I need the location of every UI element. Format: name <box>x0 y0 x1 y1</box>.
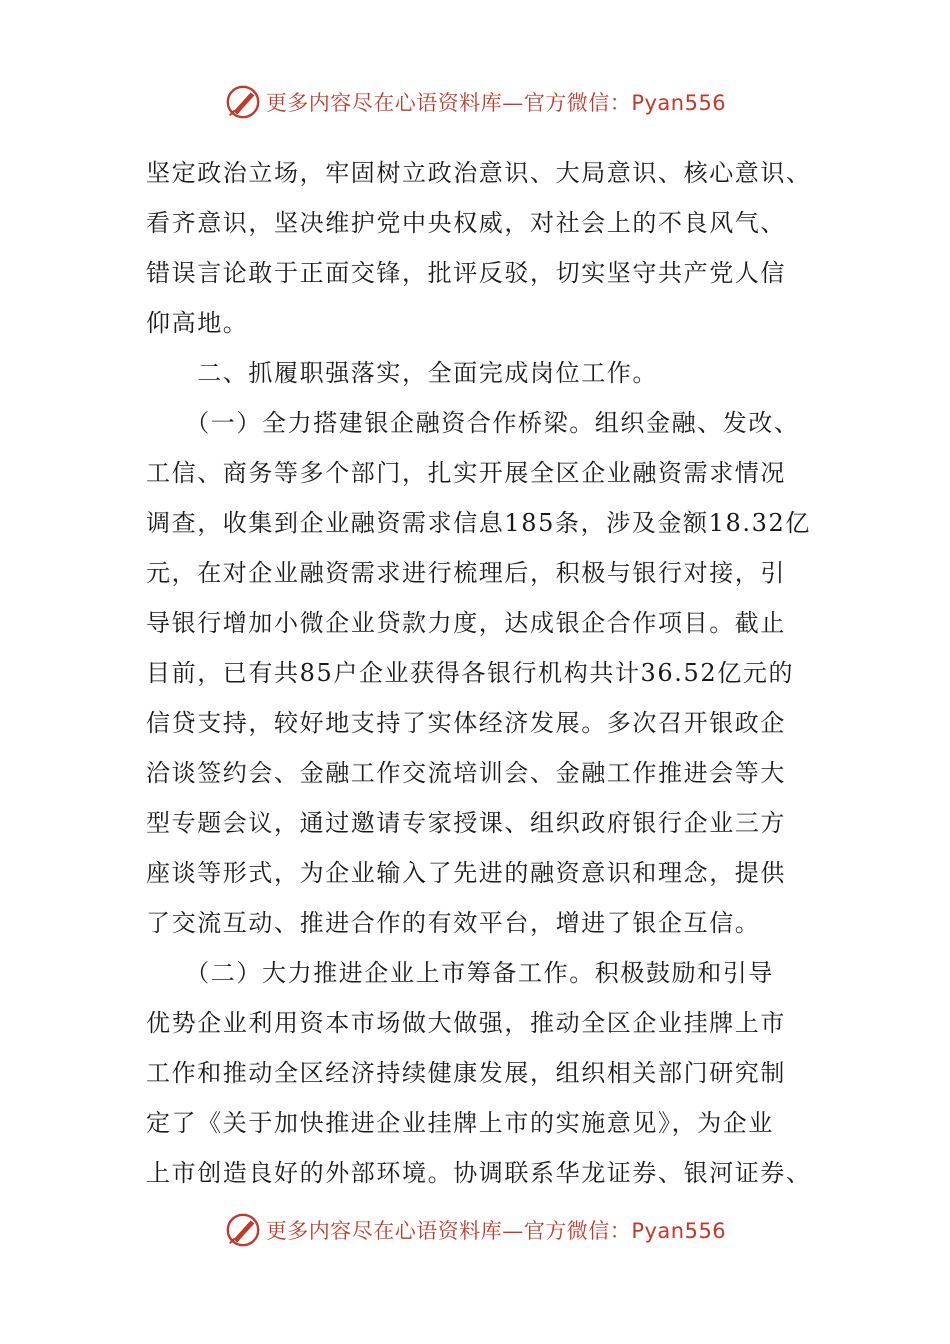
text-line: 了交流互动、推进合作的有效平台，增进了银企互信。 <box>146 909 761 937</box>
text-line: 座谈等形式，为企业输入了先进的融资意识和理念，提供 <box>146 859 786 887</box>
text-line: 看齐意识，坚决维护党中央权威，对社会上的不良风气、 <box>146 209 786 237</box>
banner-official-text: 官方微信： <box>523 91 632 115</box>
pen-logo-icon <box>224 1211 262 1249</box>
banner-text <box>266 1215 726 1245</box>
text-line: 工信、商务等多个部门，扎实开展全区企业融资需求情况 <box>146 459 786 487</box>
text-line: 坚定政治立场，牢固树立政治意识、大局意识、核心意识、 <box>146 159 812 187</box>
text-line: 信贷支持，较好地支持了实体经济发展。多次召开银政企 <box>146 709 786 737</box>
text-line: 工作和推动全区经济持续健康发展，组织相关部门研究制 <box>146 1059 786 1087</box>
banner-main-text: 更多内容尽在心语资料库— <box>265 1219 524 1243</box>
text-line: 型专题会议，通过邀请专家授课、组织政府银行企业三方 <box>146 809 786 837</box>
text-line: 二、抓履职强落实，全面完成岗位工作。 <box>146 359 658 387</box>
banner-text <box>266 87 726 117</box>
pen-logo-icon <box>224 83 262 121</box>
banner-main-text: 更多内容尽在心语资料库— <box>265 91 524 115</box>
document-body <box>146 148 812 1198</box>
text-line: 目前，已有共85户企业获得各银行机构共计36.52亿元的 <box>146 659 795 687</box>
text-line: 调查，收集到企业融资需求信息185条，涉及金额18.32亿 <box>146 509 811 537</box>
header-banner <box>0 82 950 122</box>
text-line: 上市创造良好的外部环境。协调联系华龙证券、银河证券、 <box>146 1159 812 1187</box>
text-line: 导银行增加小微企业贷款力度，达成银企合作项目。截止 <box>146 609 786 637</box>
banner-wechat-id: Pyan556 <box>631 91 727 115</box>
text-line: 优势企业利用资本市场做大做强，推动全区企业挂牌上市 <box>146 1009 786 1037</box>
banner-wechat-id: Pyan556 <box>631 1219 727 1243</box>
text-line: 仰高地。 <box>146 309 249 337</box>
text-line: 错误言论敢于正面交锋，批评反驳，切实坚守共产党人信 <box>146 259 786 287</box>
banner-official-text: 官方微信： <box>523 1219 632 1243</box>
text-line: 元，在对企业融资需求进行梳理后，积极与银行对接，引 <box>146 559 786 587</box>
text-line: 定了《关于加快推进企业挂牌上市的实施意见》，为企业 <box>146 1109 774 1137</box>
text-line: （一）全力搭建银企融资合作桥梁。组织金融、发改、 <box>146 409 800 437</box>
footer-banner <box>0 1210 950 1250</box>
text-line: （二）大力推进企业上市筹备工作。积极鼓励和引导 <box>146 959 774 987</box>
text-line: 洽谈签约会、金融工作交流培训会、金融工作推进会等大 <box>146 759 786 787</box>
